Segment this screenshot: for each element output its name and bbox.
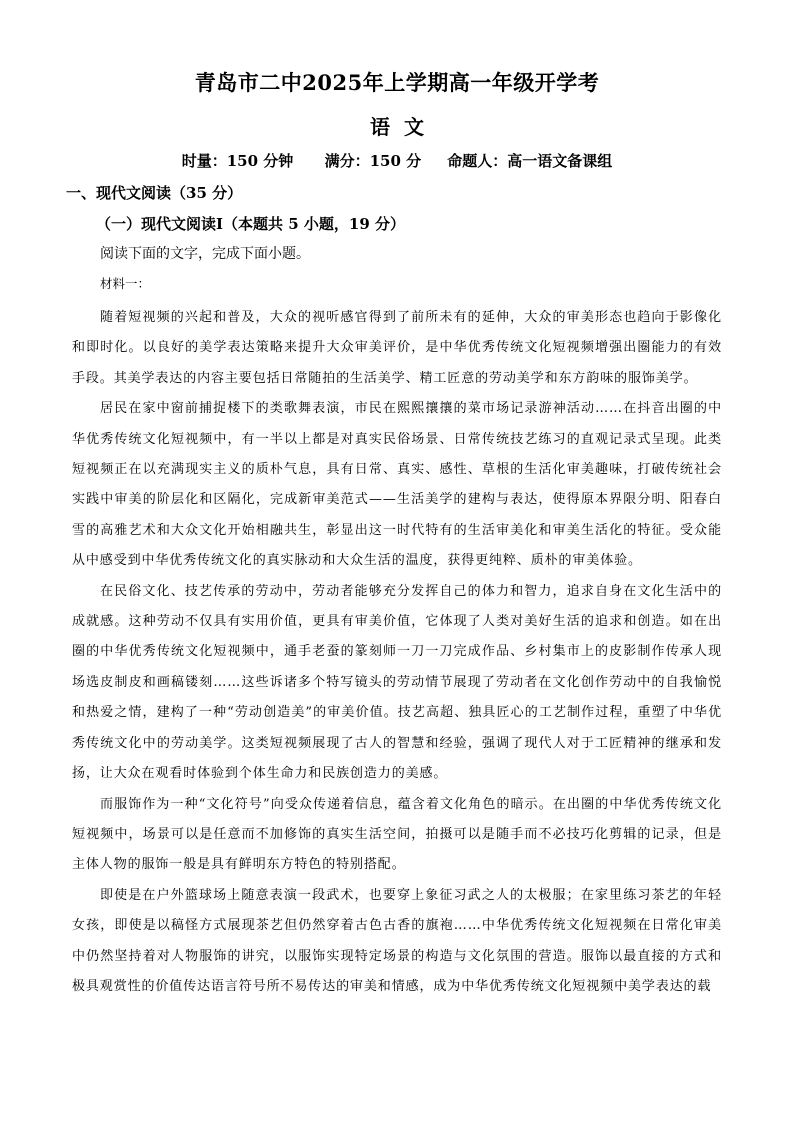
reading-instruction: 阅读下面的文字，完成下面小题。 <box>100 246 310 262</box>
exam-title: 青岛市二中2025年上学期高一年级开学考 <box>194 70 600 95</box>
passage-paragraph: 在民俗文化、技艺传承的劳动中，劳动者能够充分发挥自己的体力和智力，追求自身在文化生活中的成就感。这种劳动不仅具有实用价值，更具有审美价值，它体现了人类对美好生活的追求和创造。如在出圈的中华优秀传统文化短视频中，通手老蚕的篆刻师一刀一刀完成作品、乡村集市上的皮影制作传承人现场选皮制皮和画稿镂刻……这些诉诸多个特写镜头的劳动情节展现了劳动者在文化创作劳动中的自我愉悦和热爱之情，建构了一种“劳动创造美”的审美价值。技艺高超、独具匠心的工艺制作过程，重塑了中华优秀传统文化中的劳动美学。这类短视频展现了古人的智慧和经验，强调了现代人对于工匠精神的继承和发扬，让大众在观看时体验到个体生命力和民族创造力的美感。 <box>72 583 722 782</box>
material-label: 材料一： <box>100 276 151 291</box>
subsection-heading: （一）现代文阅读Ⅰ（本题共 5 小题，19 分） <box>96 215 405 233</box>
passage-paragraph: 随着短视频的兴起和普及，大众的视听感官得到了前所未有的延伸，大众的审美形态也趋向于影像化和即时化。以良好的美学表达策略来提升大众审美评价，是中华优秀传统文化短视频增强出圈能力的有效手段。其美学表达的内容主要包括日常随拍的生活美学、精工匠意的劳动美学和东方韵味的服饰美学。 <box>72 310 722 386</box>
exam-meta-line: 时量：150 分钟 满分：150 分 命题人：高一语文备课组 <box>181 152 613 170</box>
passage-paragraph: 而服饰作为一种“文化符号”向受众传递着信息，蕴含着文化角色的暗示。在出圈的中华优秀传统文化短视频中，场景可以是任意而不加修饰的真实生活空间，拍摄可以是随手而不必技巧化剪辑的记录，但是主体人物的服饰一般是具有鲜明东方特色的特别搭配。 <box>72 796 722 873</box>
passage-body <box>72 303 722 1002</box>
section-heading: 一、现代文阅读（35 分） <box>66 184 243 202</box>
passage-paragraph: 即使是在户外篮球场上随意表演一段武术，也要穿上象征习武之人的太极服；在家里练习茶艺的年轻女孩，即使是以稿怪方式展现茶艺但仍然穿着古色古香的旗袍……中华优秀传统文化短视频在日常化审美中仍然坚持着对人物服饰的讲究，以服饰实现特定场景的构造与文化氛围的营造。服饰以最直接的方式和极具观赏性的价值传达语言符号所不易传达的审美和情感，成为中华优秀传统文化短视频中美学表达的载 <box>72 887 722 994</box>
subject-heading: 语文 <box>370 115 438 139</box>
passage-paragraph: 居民在家中窗前捕捉楼下的类歌舞表演，市民在熙熙攘攘的菜市场记录游神活动……在抖音出圈的中华优秀传统文化短视频中，有一半以上都是对真实民俗场景、日常传统技艺练习的直观记录式呈现。此类短视频正在以充满现实主义的质朴气息，具有日常、真实、感性、草根的生活化审美趣味，打破传统社会实践中审美的阶层化和区隔化，完成新审美范式——生活美学的建构与表达，使得原本界限分明、阳春白雪的高雅艺术和大众文化开始相融共生，彰显出这一时代特有的生活审美化和审美生活化的特征。受众能从中感受到中华优秀传统文化的真实脉动和大众生活的温度，获得更纯粹、质朴的审美体验。 <box>72 401 722 569</box>
